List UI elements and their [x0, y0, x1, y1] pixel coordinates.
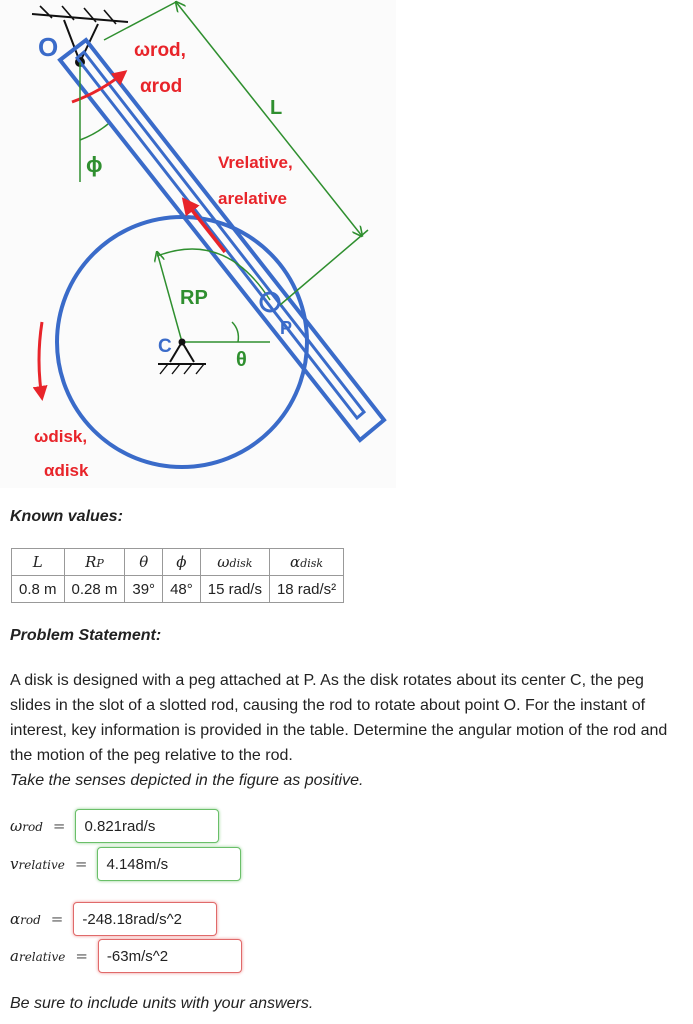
variable-alpha-rod: αrod — [10, 910, 41, 928]
label-v-relative: Vrelative, — [218, 153, 293, 172]
answer-row-alpha-rod — [10, 901, 217, 937]
table-row — [12, 576, 344, 603]
label-rp: RP — [180, 287, 208, 309]
label-alpha-disk: αdisk — [44, 461, 89, 480]
problem-text: A disk is designed with a peg attached at P. As the disk rotates about its center C, the peg slides in the slot of a slotted rod, causing the rod to rotate about point O. For the instant of interest, key information is provided in the table. Determine the angular motion of the rod and the motion of the peg relative to the rod. — [10, 672, 668, 764]
answer-row-omega-rod — [10, 808, 219, 844]
omega-rod-input[interactable]: 0.821rad/s — [75, 809, 219, 843]
equals-sign: = — [74, 855, 88, 873]
label-length: L — [270, 97, 283, 119]
answer-row-v-relative — [10, 846, 241, 882]
header-l: L — [12, 549, 65, 576]
header-omega-disk: ωdisk — [200, 549, 269, 576]
label-p: P — [280, 318, 293, 338]
equals-sign: = — [52, 817, 66, 835]
known-values-heading: Known values: — [10, 508, 123, 525]
header-alpha-disk: αdisk — [269, 549, 343, 576]
value-phi: 48° — [163, 576, 201, 603]
label-alpha-rod: αrod — [140, 76, 183, 97]
label-phi: ϕ — [86, 152, 103, 177]
header-phi: ϕ — [163, 549, 201, 576]
header-rp: RP — [64, 549, 125, 576]
known-values-table — [11, 548, 344, 603]
answer-row-a-relative — [10, 938, 242, 974]
v-relative-input[interactable]: 4.148m/s — [97, 847, 241, 881]
mechanism-diagram — [0, 0, 396, 490]
label-a-relative: arelative — [218, 189, 287, 208]
figure-background — [0, 0, 396, 488]
value-theta: 39° — [125, 576, 163, 603]
value-alpha-disk: 18 rad/s² — [269, 576, 343, 603]
units-reminder: Be sure to include units with your answers. — [10, 995, 314, 1012]
label-o: O — [38, 32, 59, 62]
problem-statement-heading: Problem Statement: — [10, 627, 162, 644]
label-theta: θ — [236, 349, 247, 371]
value-rp: 0.28 m — [64, 576, 125, 603]
a-relative-input[interactable]: -63m/s^2 — [98, 939, 242, 973]
variable-omega-rod: ωrod — [10, 817, 43, 835]
value-l: 0.8 m — [12, 576, 65, 603]
equals-sign: = — [75, 947, 88, 965]
header-theta: θ — [125, 549, 163, 576]
label-c: C — [158, 336, 172, 357]
value-omega-disk: 15 rad/s — [200, 576, 269, 603]
variable-a-relative: arelative — [10, 947, 66, 965]
table-header-row — [12, 549, 344, 576]
problem-statement — [10, 668, 680, 793]
label-omega-disk: ωdisk, — [34, 427, 88, 446]
alpha-rod-input[interactable]: -248.18rad/s^2 — [73, 902, 217, 936]
sign-convention-note: Take the senses depicted in the figure as positive. — [10, 772, 364, 789]
label-omega-rod: ωrod, — [134, 40, 186, 61]
equals-sign: = — [50, 910, 64, 928]
variable-v-relative: vrelative — [10, 855, 65, 873]
